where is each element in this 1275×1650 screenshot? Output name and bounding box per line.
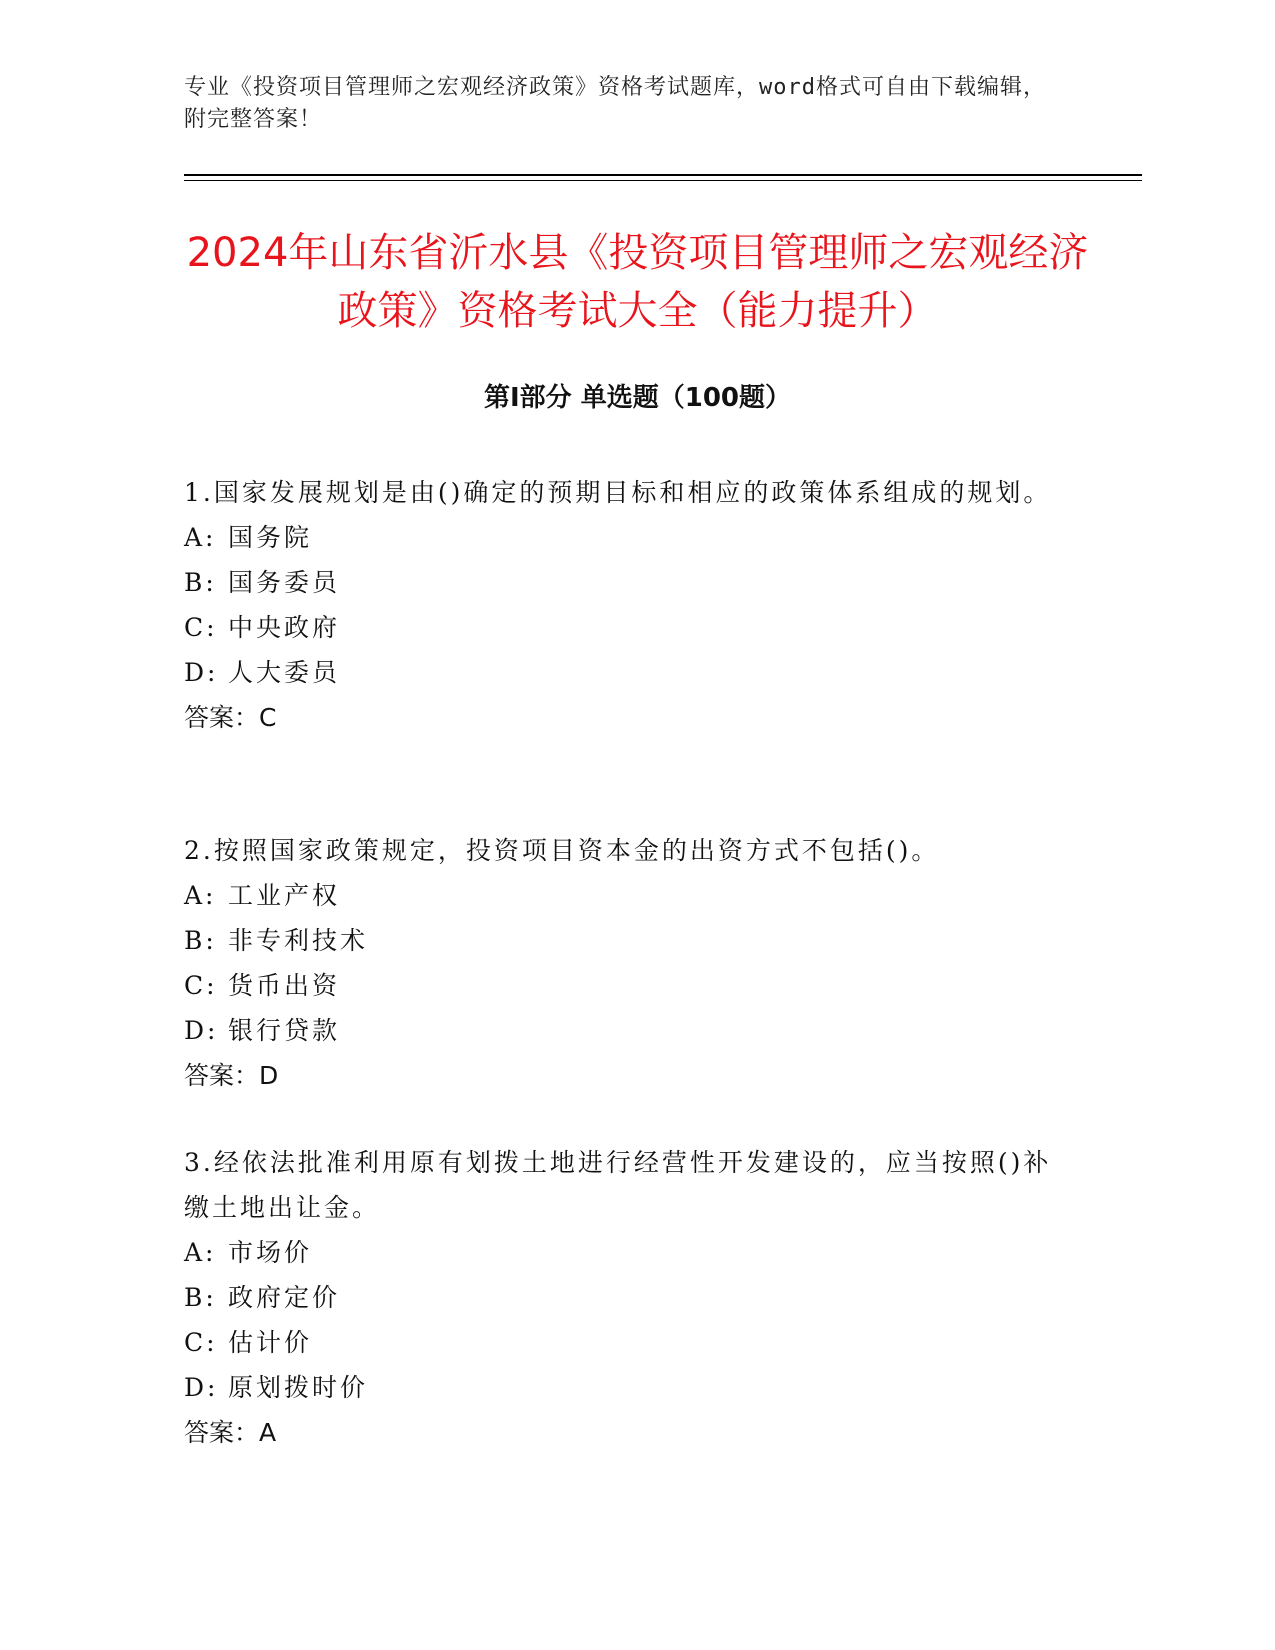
answer-line: 答案：C: [184, 703, 277, 732]
option-text: 原划拨时价: [228, 1373, 369, 1402]
option-d: [184, 1365, 1064, 1410]
section-heading: 第Ⅰ部分 单选题（100题）: [484, 383, 791, 413]
option-text: 非专利技术: [228, 926, 369, 955]
question-1: [184, 470, 1064, 740]
option-text: 货币出资: [228, 971, 341, 1000]
option-text: 人大委员: [228, 658, 341, 687]
option-key: B:: [184, 926, 217, 955]
option-text: 中央政府: [228, 613, 341, 642]
option-text: 国务院: [228, 523, 313, 552]
option-key: D:: [184, 658, 219, 687]
option-text: 政府定价: [228, 1283, 341, 1312]
question-stem: 1.国家发展规划是由()确定的预期目标和相应的政策体系组成的规划。: [184, 478, 1052, 507]
option-key: A:: [184, 881, 217, 910]
option-key: B:: [184, 1283, 217, 1312]
option-key: A:: [184, 523, 217, 552]
option-key: C:: [184, 613, 218, 642]
option-a: [184, 515, 1064, 560]
option-b: [184, 560, 1064, 605]
document-title: 2024年山东省沂水县《投资项目管理师之宏观经济政策》资格考试大全（能力提升）: [186, 230, 1089, 334]
option-key: C:: [184, 1328, 218, 1357]
option-c: [184, 963, 1064, 1008]
option-c: [184, 1320, 1064, 1365]
option-text: 估计价: [228, 1328, 313, 1357]
option-text: 国务委员: [228, 568, 341, 597]
option-key: D:: [184, 1016, 219, 1045]
option-a: [184, 1230, 1064, 1275]
question-stem: 3.经依法批准利用原有划拨土地进行经营性开发建设的，应当按照()补缴土地出让金。: [184, 1148, 1052, 1222]
header-divider: [184, 174, 1142, 176]
option-key: C:: [184, 971, 218, 1000]
answer-line: 答案：A: [184, 1418, 277, 1447]
option-c: [184, 605, 1064, 650]
question-2: [184, 828, 1064, 1098]
question-3: [184, 1140, 1064, 1455]
option-key: B:: [184, 568, 217, 597]
option-text: 银行贷款: [228, 1016, 341, 1045]
option-text: 工业产权: [228, 881, 341, 910]
header-note: 专业《投资项目管理师之宏观经济政策》资格考试题库，word格式可自由下载编辑，附完整答案！: [184, 75, 1046, 132]
question-stem: 2.按照国家政策规定，投资项目资本金的出资方式不包括()。: [184, 836, 940, 865]
option-a: [184, 873, 1064, 918]
answer-line: 答案：D: [184, 1061, 279, 1090]
option-text: 市场价: [228, 1238, 313, 1267]
option-d: [184, 1008, 1064, 1053]
option-key: A:: [184, 1238, 217, 1267]
option-key: D:: [184, 1373, 219, 1402]
option-b: [184, 918, 1064, 963]
header-divider-thin: [184, 180, 1142, 181]
option-d: [184, 650, 1064, 695]
option-b: [184, 1275, 1064, 1320]
